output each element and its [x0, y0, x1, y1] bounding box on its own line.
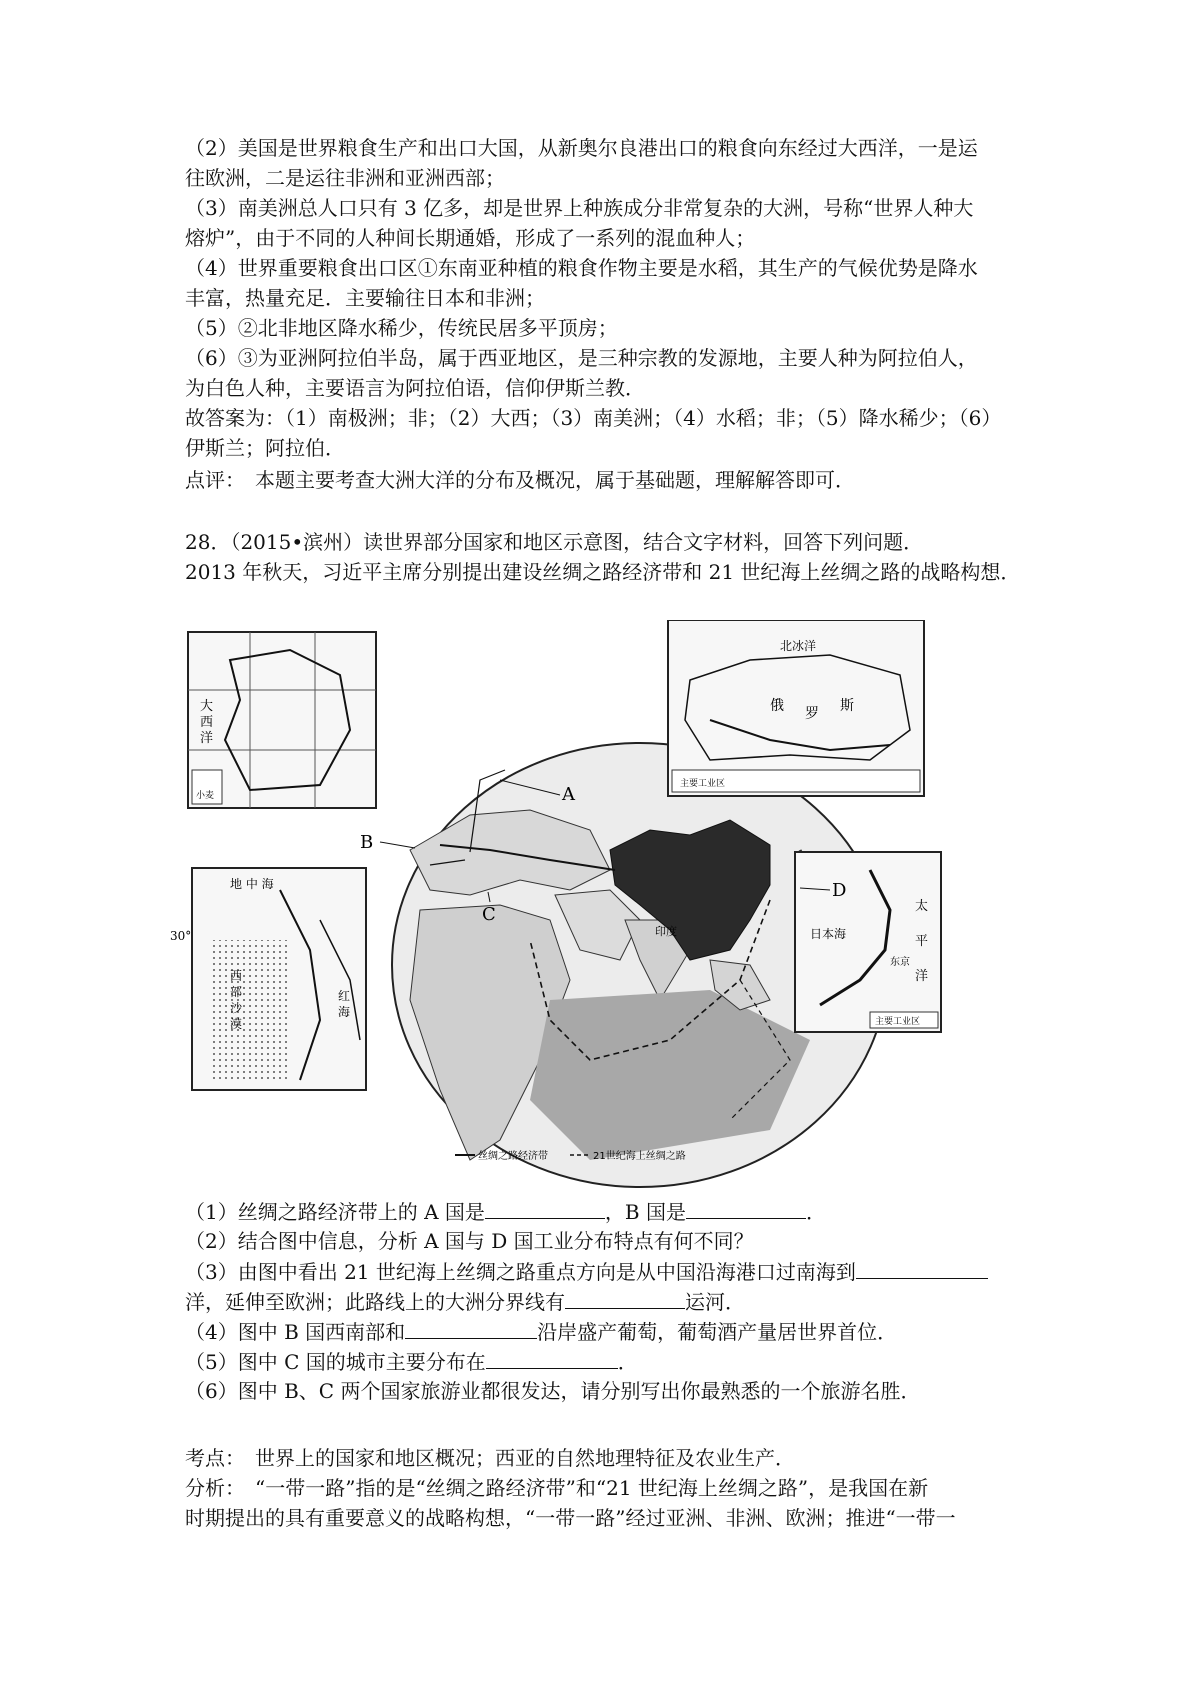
- answer-line: （3）南美洲总人口只有 3 亿多，却是世界上种族成分非常复杂的大洲，号称“世界人种大: [185, 196, 974, 220]
- answer-line: 丰富，热量充足．主要输往日本和非洲；: [185, 286, 545, 310]
- inset-map-japan: [795, 852, 941, 1032]
- mediterranean-label: 地 中 海: [230, 877, 274, 891]
- question-2: （2）结合图中信息，分析 A 国与 D 国工业分布特点有何不同？: [185, 1229, 754, 1253]
- question-1: [185, 1196, 1025, 1227]
- question-6: （6）图中 B、C 两个国家旅游业都很发达，请分别写出你最熟悉的一个旅游名胜．: [185, 1379, 921, 1403]
- answer-blank-ocean[interactable]: [856, 1256, 988, 1279]
- q4-text-b: 沿岸盛产葡萄，葡萄酒产量居世界首位．: [537, 1320, 898, 1344]
- kaodian-line: 考点： 世界上的国家和地区概况；西亚的自然地理特征及农业生产．: [185, 1446, 795, 1470]
- atlantic-label: 洋: [200, 731, 214, 746]
- answer-blank-city-location[interactable]: [486, 1346, 618, 1369]
- q4-text-a: （4）图中 B 国西南部和: [185, 1320, 406, 1344]
- answer-blank-a-country[interactable]: [485, 1196, 605, 1219]
- question-3: [185, 1256, 1025, 1287]
- answer-blank-coast[interactable]: [405, 1316, 537, 1339]
- inset-map-russia: [668, 620, 924, 796]
- legend-maritime: 21世纪海上丝绸之路: [593, 1151, 686, 1162]
- label-d: D: [832, 880, 847, 901]
- answer-blank-canal[interactable]: [565, 1286, 685, 1309]
- answer-line: 为白色人种，主要语言为阿拉伯语，信仰伊斯兰教．: [185, 376, 645, 400]
- q3-text-b: 洋，延伸至欧洲；此路线上的大洲分界线有: [185, 1290, 565, 1314]
- inset-map-egypt: [170, 868, 366, 1090]
- inset-map-france: [188, 632, 376, 808]
- q3-text-c: 运河．: [685, 1290, 745, 1314]
- question-intro: 2013 年秋天，习近平主席分别提出建设丝绸之路经济带和 21 世纪海上丝绸之路的战略构想．: [185, 560, 1021, 584]
- red-sea-label: 海: [338, 1005, 351, 1019]
- russia-label: 俄: [770, 698, 784, 714]
- label-c: C: [482, 904, 496, 925]
- legend-silk-road: 丝绸之路经济带: [478, 1151, 548, 1162]
- q1-text-a: （1）丝绸之路经济带上的 A 国是: [185, 1200, 485, 1224]
- atlantic-label: 大: [200, 699, 214, 714]
- answer-line: 伊斯兰；阿拉伯．: [185, 436, 345, 460]
- red-sea-label: 红: [338, 989, 351, 1003]
- analysis-line: 分析： “一带一路”指的是“丝绸之路经济带”和“21 世纪海上丝绸之路”，是我国在新: [185, 1476, 929, 1500]
- q1-text-c: ．: [805, 1200, 826, 1224]
- comment-line: 点评： 本题主要考查大洲大洋的分布及概况，属于基础题，理解解答即可．: [185, 468, 855, 492]
- latitude-30-label: 30°: [170, 929, 192, 943]
- desert-label: 西: [230, 969, 243, 983]
- q3-text-a: （3）由图中看出 21 世纪海上丝绸之路重点方向是从中国沿海港口过南海到: [185, 1260, 856, 1284]
- answer-line: 故答案为：（1）南极洲；非；（2）大西；（3）南美洲；（4）水稻；非；（5）降水稀少；（6）: [185, 406, 1002, 430]
- answer-line: （4）世界重要粮食出口区①东南亚种植的粮食作物主要是水稻，其生产的气候优势是降水: [185, 256, 978, 280]
- desert-label: 部: [230, 985, 243, 999]
- q5-text-a: （5）图中 C 国的城市主要分布在: [185, 1350, 486, 1374]
- legend-wheat: 小麦: [196, 791, 215, 801]
- answer-line: （5）②北非地区降水稀少，传统民居多平顶房；: [185, 316, 618, 340]
- answer-line: 往欧洲，二是运往非洲和亚洲西部；: [185, 166, 505, 190]
- answer-blank-b-country[interactable]: [686, 1196, 806, 1219]
- label-a: A: [562, 784, 575, 805]
- label-b: B: [360, 832, 374, 853]
- russia-label: 斯: [840, 698, 854, 714]
- map-figure: [170, 620, 1020, 1190]
- question-4: [185, 1316, 1025, 1347]
- answer-line: （6）③为亚洲阿拉伯半岛，属于西亚地区，是三种宗教的发源地，主要人种为阿拉伯人，: [185, 346, 978, 370]
- legend-industrial: 主要工业区: [680, 779, 726, 789]
- pacific-label: 洋: [915, 969, 929, 984]
- pacific-label: 太: [915, 899, 929, 914]
- russia-label: 罗: [805, 706, 819, 722]
- tokyo-label: 东京: [890, 957, 910, 968]
- q1-text-b: ，B 国是: [604, 1200, 686, 1224]
- answer-line: 熔炉”，由于不同的人种间长期通婚，形成了一系列的混血种人；: [185, 226, 756, 250]
- legend-industrial-japan: 主要工业区: [875, 1017, 921, 1027]
- desert-label: 漠: [230, 1017, 243, 1031]
- question-3-cont: [185, 1286, 1025, 1317]
- question-5: [185, 1346, 1025, 1377]
- pacific-label: 平: [915, 934, 929, 949]
- atlantic-label: 西: [200, 715, 214, 730]
- q5-text-b: ．: [617, 1350, 638, 1374]
- question-title: 28．（2015•滨州）读世界部分国家和地区示意图，结合文字材料，回答下列问题．: [185, 530, 924, 554]
- india-label: 印度: [655, 925, 677, 938]
- sea-of-japan-label: 日本海: [810, 927, 847, 941]
- desert-label: 沙: [230, 1001, 243, 1015]
- answer-line: （2）美国是世界粮食生产和出口大国，从新奥尔良港出口的粮食向东经过大西洋，一是运: [185, 136, 978, 160]
- analysis-line: 时期提出的具有重要意义的战略构想，“一带一路”经过亚洲、非洲、欧洲；推进“一带一: [185, 1506, 956, 1530]
- arctic-ocean-label: 北冰洋: [780, 639, 817, 653]
